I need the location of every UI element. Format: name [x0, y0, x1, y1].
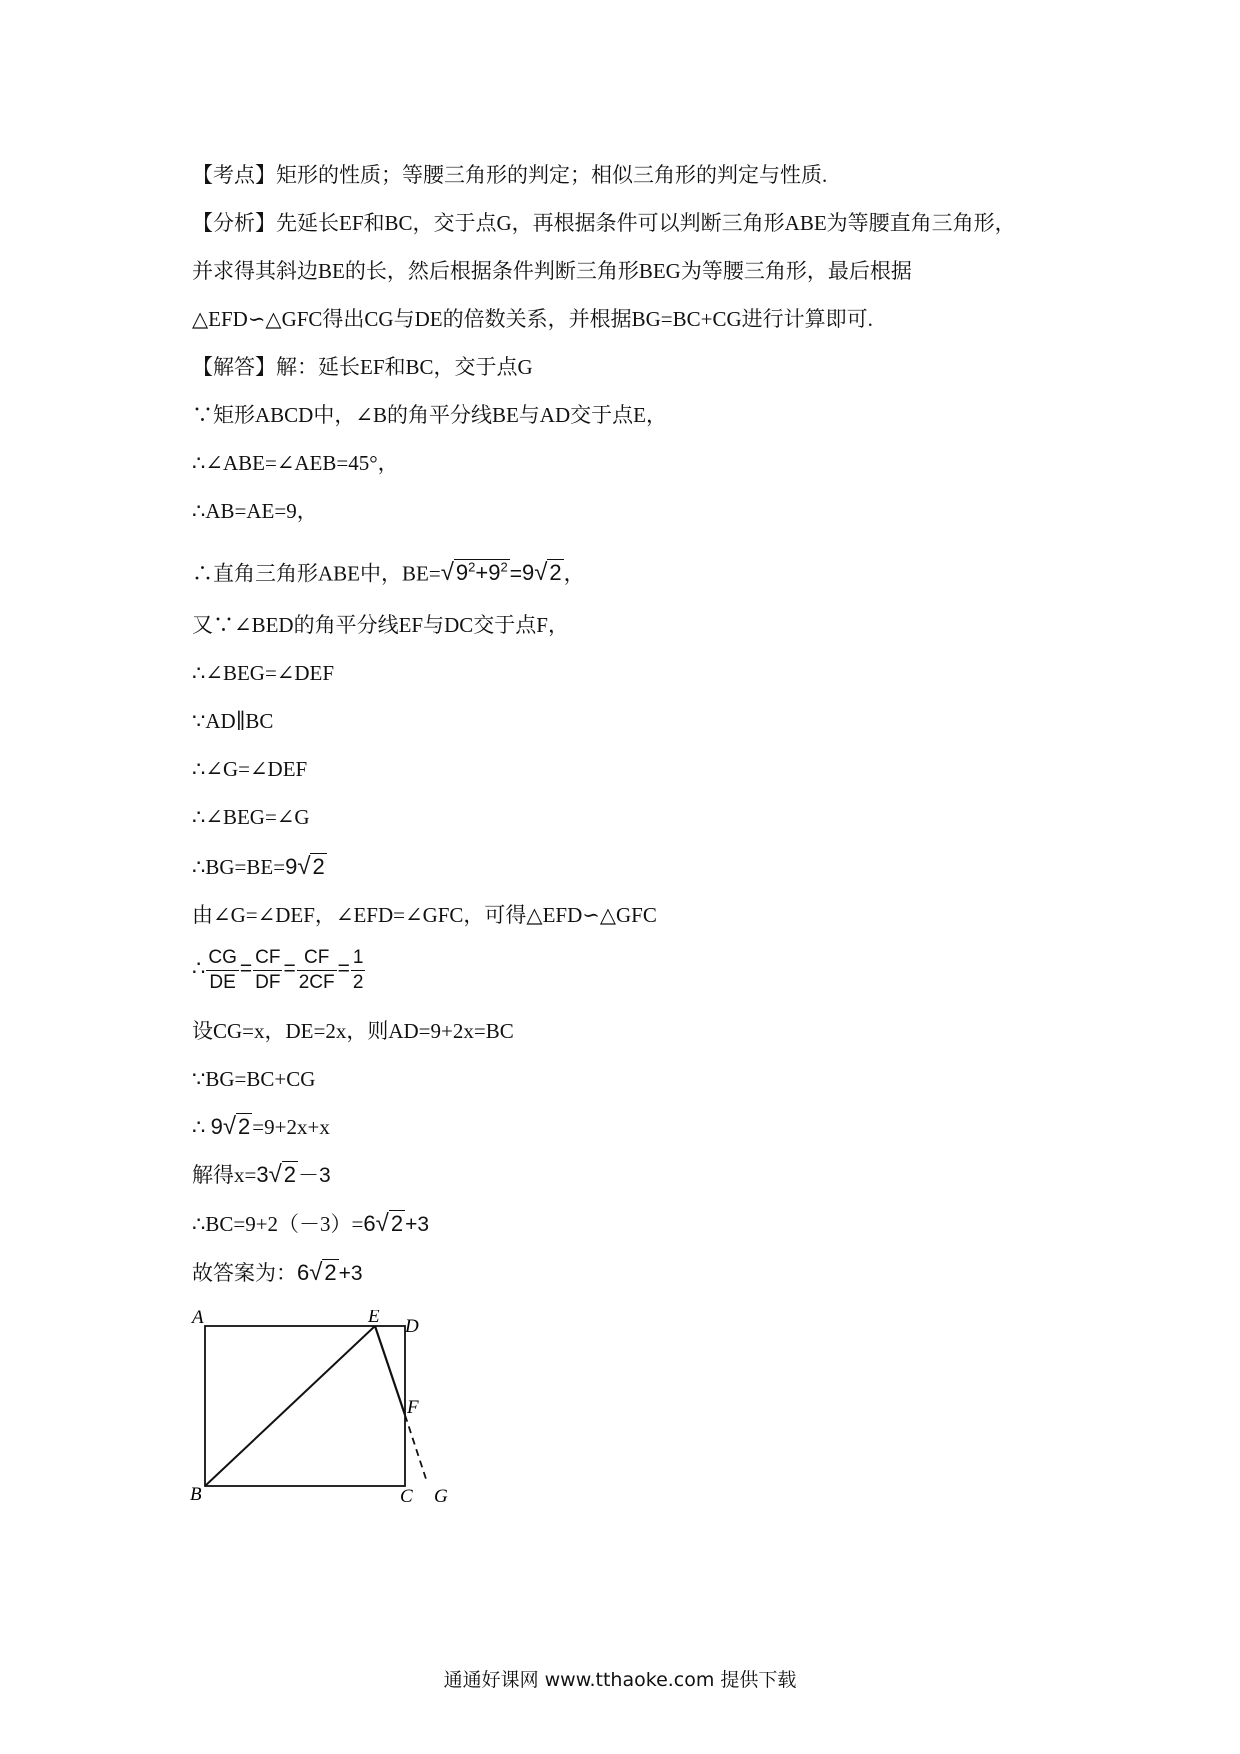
solution-line-6: ∴∠BEG=∠DEF [192, 661, 335, 685]
line4-end: ， [563, 561, 585, 586]
segment-fg-dashed [405, 1415, 427, 1482]
fraction-denominator: DE [209, 971, 236, 993]
coefficient: 9 [521, 560, 535, 586]
answer-prefix: 故答案为： [192, 1261, 297, 1285]
solution-line-2: ∴∠ABE=∠AEB=45°， [192, 451, 399, 475]
solution-line-3: ∴AB=AE=9， [192, 499, 318, 523]
coefficient: 6 [297, 1260, 310, 1285]
plus-sign: + [475, 560, 489, 586]
sqrt-sign-icon: √ [309, 1259, 323, 1286]
plus-three: +3 [338, 1262, 363, 1285]
fenxi-line-3: △EFD∽△GFC得出CG与DE的倍数关系，并根据BG=BC+CG进行计算即可. [192, 307, 873, 331]
solution-line-10 [192, 852, 1092, 882]
six-root-two [363, 1211, 405, 1236]
label-g: G [434, 1486, 448, 1507]
kaodian-line: 【考点】矩形的性质；等腰三角形的判定；相似三角形的判定与性质. [192, 163, 828, 187]
label-a: A [192, 1310, 204, 1328]
geometry-figure [190, 1310, 460, 1515]
fenxi-line-2: 并求得其斜边BE的长，然后根据条件判断三角形BEG为等腰三角形，最后根据 [192, 259, 912, 283]
fraction-numerator: CF [253, 946, 282, 971]
label-e: E [368, 1310, 380, 1327]
solution-line-5: 又∵∠BED的角平分线EF与DC交于点F， [192, 613, 569, 637]
fraction-denominator: 2CF [298, 971, 335, 993]
fraction-numerator: CF [297, 946, 337, 971]
answer-line [192, 1258, 1092, 1289]
line4-prefix: ∴直角三角形ABE中，BE= [192, 561, 441, 586]
minus-three: －3 [298, 1164, 331, 1187]
solution-line-9: ∴∠BEG=∠G [192, 805, 310, 829]
fraction-denominator: DF [255, 971, 281, 993]
solution-line-8: ∴∠G=∠DEF [192, 757, 308, 781]
be-radical-expression [441, 560, 510, 585]
coefficient: 9 [285, 854, 298, 879]
coefficient: 9 [210, 1114, 223, 1139]
six-root-two [297, 1260, 339, 1285]
fraction-one-half [351, 946, 366, 995]
equals-sign: = [509, 562, 522, 586]
fraction-cf-df [253, 946, 282, 995]
segment-ef [375, 1326, 405, 1415]
solution-line-13: 设CG=x，DE=2x，则AD=9+2x=BC [192, 1019, 514, 1043]
page-footer: 通通好课网 www.tthaoke.com 提供下载 [443, 1669, 797, 1691]
radicand: 2 [238, 1114, 251, 1139]
solve-prefix: 解得x= [192, 1163, 257, 1187]
solution-line-15 [192, 1112, 1092, 1142]
equals-sign: = [239, 957, 253, 980]
solution-line-1: ∵矩形ABCD中，∠B的角平分线BE与AD交于点E， [192, 403, 667, 427]
sqrt-sign-icon: √ [297, 853, 311, 880]
radicand: 2 [283, 1162, 297, 1187]
solution-line-4 [192, 553, 1092, 589]
radicand-term-2: 9 [488, 560, 501, 586]
therefore-sign: ∴ [192, 1115, 211, 1139]
radicand: 2 [549, 560, 562, 586]
line10-prefix: ∴BG=BE= [192, 855, 286, 879]
solution-line-11: 由∠G=∠DEF，∠EFD=∠GFC，可得△EFD∽△GFC [192, 903, 657, 927]
sqrt-sign-icon: √ [440, 559, 454, 587]
fraction-denominator: 2 [352, 971, 364, 993]
label-c: C [400, 1486, 413, 1507]
three-root-two [256, 1162, 298, 1187]
therefore-sign: ∴ [192, 956, 206, 980]
sqrt-sign-icon: √ [534, 559, 548, 587]
bc-expression-prefix: ∴BC=9+2（－3）= [192, 1212, 364, 1236]
radicand: 2 [324, 1260, 337, 1285]
solution-line-17 [192, 1209, 1092, 1240]
solution-line-7: ∵AD∥BC [192, 709, 274, 733]
rectangle-diagram [190, 1310, 460, 1510]
jieda-line: 【解答】解：延长EF和BC，交于点G [192, 355, 533, 379]
exponent-2: 2 [500, 560, 508, 575]
equation-rhs: =9+2x+x [252, 1115, 330, 1139]
nine-root-two [522, 560, 564, 585]
segment-be [205, 1326, 375, 1486]
fraction-numerator: CG [206, 946, 239, 971]
plus-three: +3 [405, 1213, 430, 1236]
nine-root-two [211, 1114, 253, 1139]
solution-line-16 [192, 1160, 1092, 1191]
exponent-1: 2 [468, 560, 476, 575]
fenxi-line-1: 【分析】先延长EF和BC，交于点G，再根据条件可以判断三角形ABE为等腰直角三角形， [192, 211, 1016, 235]
sqrt-sign-icon: √ [375, 1210, 389, 1237]
solution-line-12 [192, 938, 1092, 998]
equals-sign: = [283, 957, 296, 980]
fraction-cf-2cf [297, 946, 337, 995]
coefficient: 6 [363, 1211, 376, 1236]
nine-root-two [285, 854, 327, 879]
fraction-cg-de [206, 946, 239, 995]
solution-line-14: ∵BG=BC+CG [192, 1067, 316, 1091]
label-b: B [190, 1484, 202, 1505]
fraction-numerator: 1 [351, 946, 366, 971]
sqrt-sign-icon: √ [268, 1161, 282, 1188]
radicand-term-1: 9 [455, 560, 469, 586]
sqrt-sign-icon: √ [222, 1113, 237, 1140]
radicand: 2 [390, 1211, 404, 1236]
coefficient: 3 [256, 1162, 269, 1187]
equals-sign: = [337, 957, 350, 980]
radicand: 2 [312, 854, 325, 879]
rectangle-abcd [205, 1326, 405, 1486]
label-d: D [405, 1316, 419, 1337]
label-f: F [407, 1397, 419, 1418]
